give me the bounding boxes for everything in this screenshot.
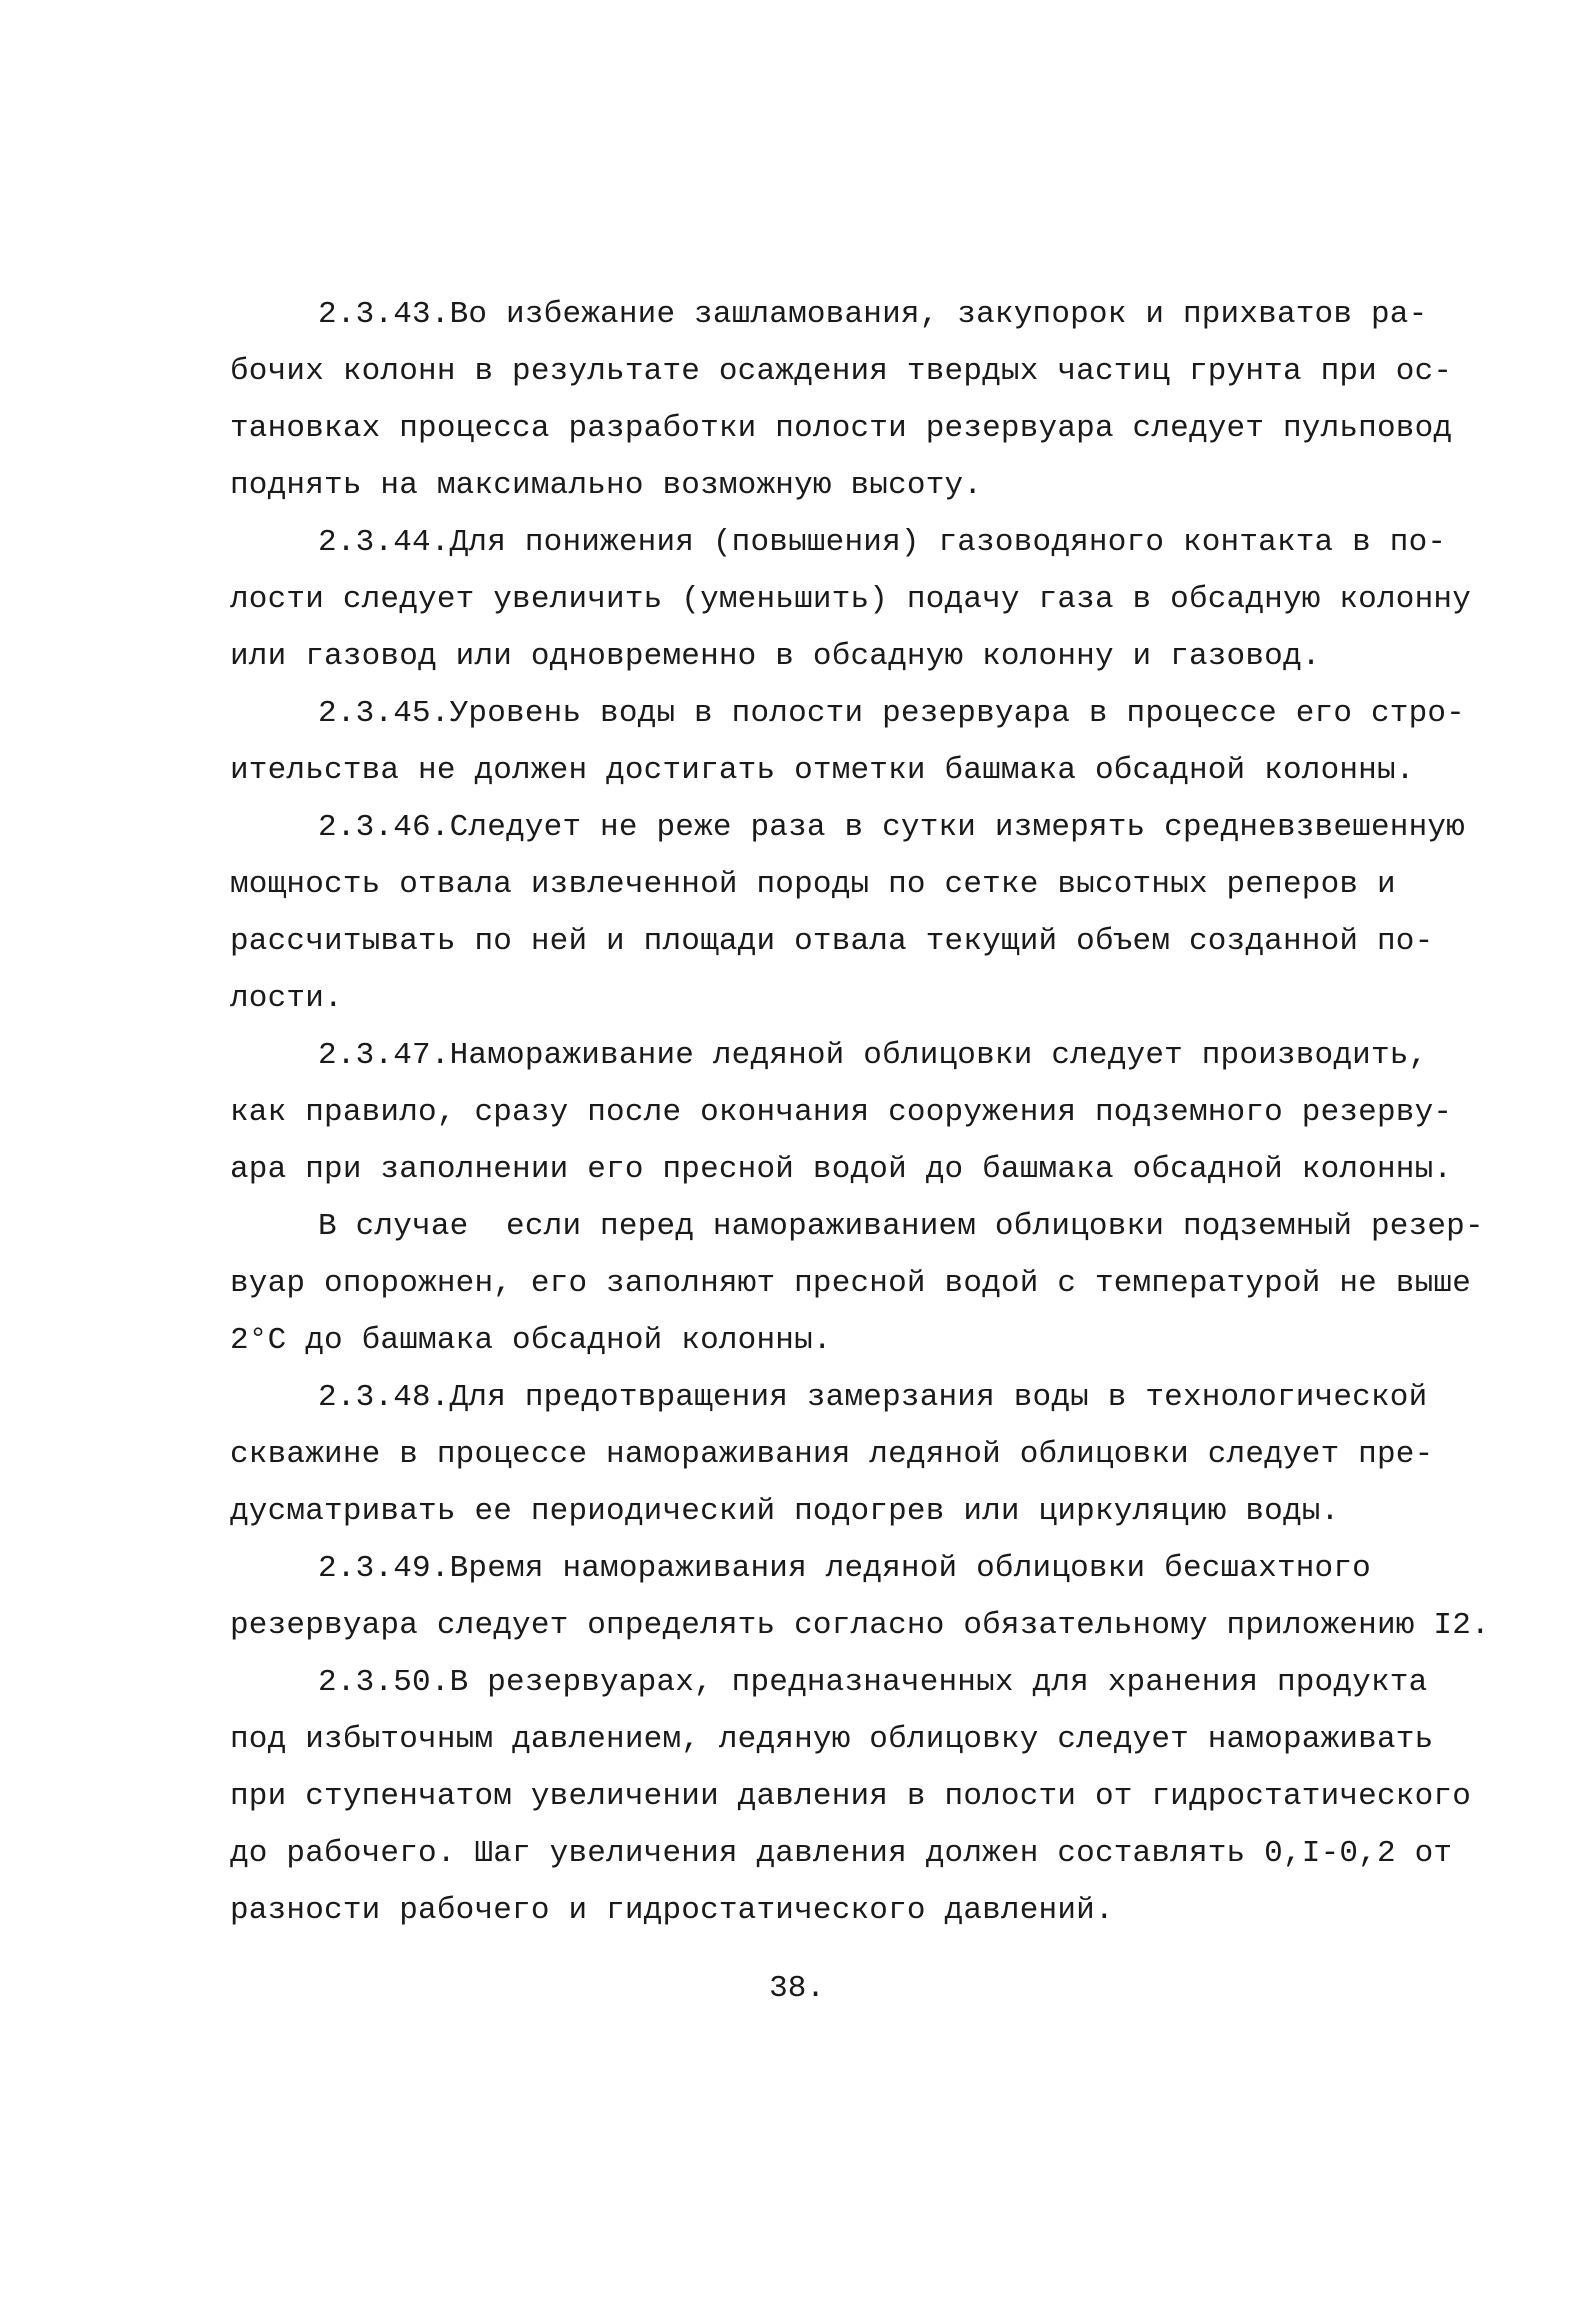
paragraph-line: бочих колонн в результате осаждения твердых частиц грунта при ос-	[230, 354, 1453, 389]
page-number: 38.	[769, 1971, 825, 2006]
paragraph-line: 2.3.47.Намораживание ледяной облицовки следует производить,	[318, 1038, 1428, 1073]
paragraph-line: как правило, сразу после окончания сооружения подземного резерву-	[230, 1095, 1453, 1130]
paragraph-line: тановках процесса разработки полости резервуара следует пульповод	[230, 411, 1453, 446]
paragraph-2-3-44	[230, 514, 1471, 685]
paragraph-line: ара при заполнении его пресной водой до башмака обсадной колонны.	[230, 1152, 1453, 1187]
paragraph-line: 2.3.48.Для предотвращения замерзания воды в технологической	[318, 1380, 1428, 1415]
paragraph-line: рассчитывать по ней и площади отвала текущий объем созданной по-	[230, 924, 1434, 959]
document-body	[230, 286, 1490, 1939]
paragraph-line: 2.3.46.Следует не реже раза в сутки измерять средневзвешенную	[318, 810, 1465, 845]
paragraph-line: резервуара следует определять согласно обязательному приложению I2.	[230, 1608, 1490, 1643]
paragraph-line: до рабочего. Шаг увеличения давления должен составлять 0,I-0,2 от	[230, 1836, 1453, 1871]
paragraph-line: или газовод или одновременно в обсадную колонну и газовод.	[230, 639, 1321, 674]
paragraph-line: скважине в процессе намораживания ледяной облицовки следует пре-	[230, 1437, 1434, 1472]
paragraph-line: при ступенчатом увеличении давления в полости от гидростатического	[230, 1779, 1471, 1814]
paragraph-line: разности рабочего и гидростатического давлений.	[230, 1893, 1114, 1928]
paragraph-2-3-46	[230, 799, 1465, 1027]
paragraph-line: 2.3.44.Для понижения (повышения) газоводяного контакта в по-	[318, 525, 1447, 560]
paragraph-2-3-47	[230, 1027, 1453, 1198]
paragraph-line: поднять на максимально возможную высоту.	[230, 468, 983, 503]
paragraph-line: лости.	[230, 981, 343, 1016]
paragraph-2-3-43	[230, 286, 1453, 514]
paragraph-line: 2.3.49.Время намораживания ледяной облицовки бесшахтного	[318, 1551, 1371, 1586]
paragraph-line: лости следует увеличить (уменьшить) подачу газа в обсадную колонну	[230, 582, 1471, 617]
paragraph-case	[230, 1198, 1484, 1369]
paragraph-2-3-45	[230, 685, 1465, 799]
paragraph-line: В случае если перед намораживанием облицовки подземный резер-	[318, 1209, 1484, 1244]
paragraph-line: 2.3.43.Во избежание зашламования, закупорок и прихватов ра-	[318, 297, 1428, 332]
paragraph-line: 2°С до башмака обсадной колонны.	[230, 1323, 832, 1358]
paragraph-line: вуар опорожнен, его заполняют пресной водой с температурой не выше	[230, 1266, 1471, 1301]
paragraph-line: дусматривать ее периодический подогрев или циркуляцию воды.	[230, 1494, 1340, 1529]
paragraph-line: мощность отвала извлеченной породы по сетке высотных реперов и	[230, 867, 1396, 902]
paragraph-2-3-49	[230, 1540, 1490, 1654]
paragraph-line: 2.3.45.Уровень воды в полости резервуара в процессе его стро-	[318, 696, 1465, 731]
paragraph-2-3-50	[230, 1654, 1471, 1939]
paragraph-2-3-48	[230, 1369, 1434, 1540]
paragraph-line: под избыточным давлением, ледяную облицовку следует намораживать	[230, 1722, 1434, 1757]
paragraph-line: ительства не должен достигать отметки башмака обсадной колонны.	[230, 753, 1415, 788]
paragraph-line: 2.3.50.В резервуарах, предназначенных для хранения продукта	[318, 1665, 1428, 1700]
